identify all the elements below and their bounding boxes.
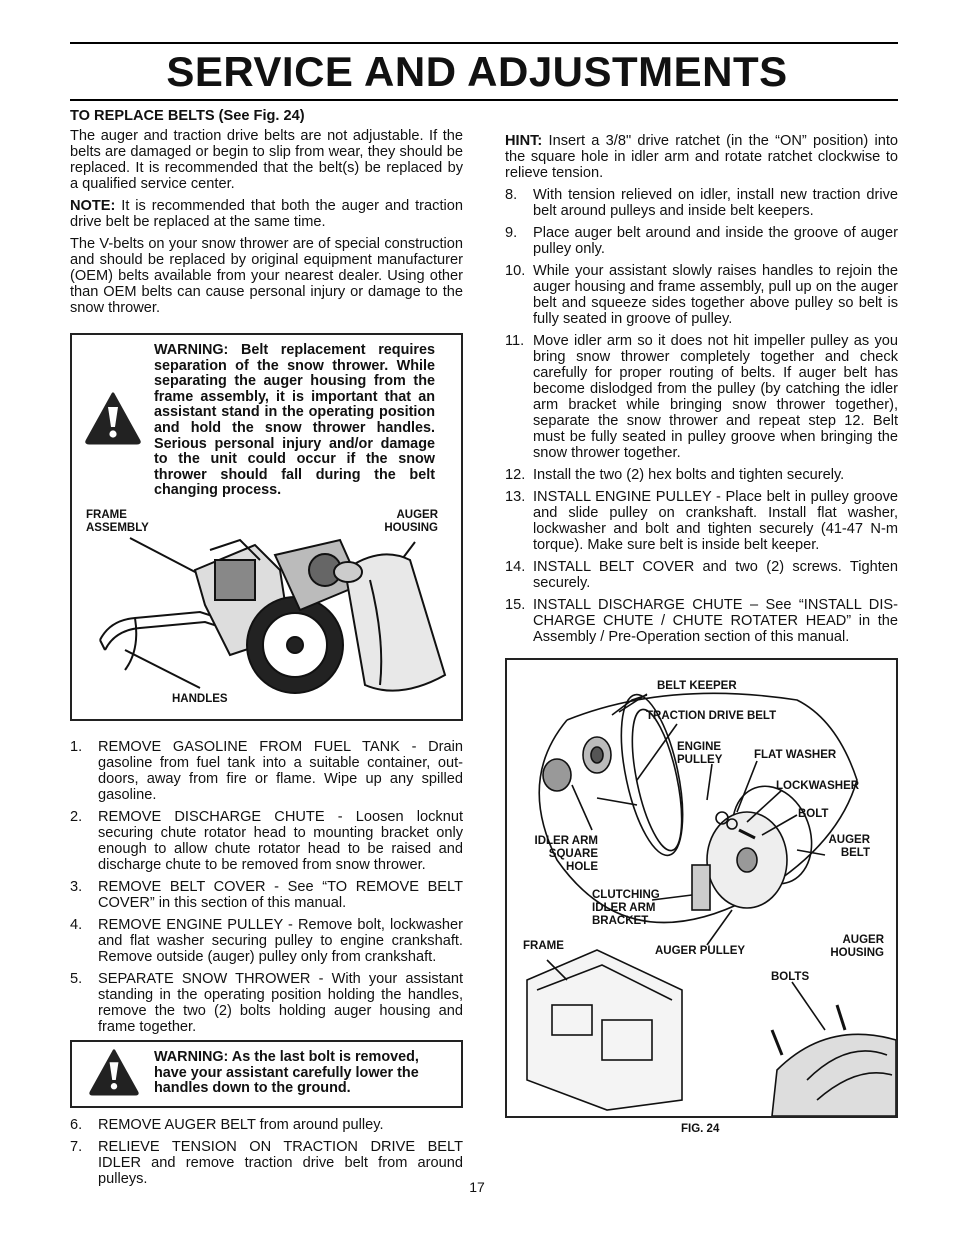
label-frame: FRAME	[523, 940, 564, 952]
title-rule	[70, 99, 898, 101]
hint-paragraph	[505, 133, 898, 181]
note-text: It is recommended that both the auger and traction drive belt be replaced at the same time.	[70, 198, 463, 230]
belt-routing-figure	[507, 660, 896, 1116]
label-handles: HANDLES	[172, 693, 228, 705]
steps-list-1	[70, 739, 463, 1041]
label-auger-belt: AUGER BELT	[828, 834, 870, 859]
list-item: 11. Move idler arm so it does not hit impeller pulley as you bring snow thrower completely together and check carefully for proper routing of belts. If auger belt has become dislodged from the pulley (by catching the idler arm bracket while bringing snow thrower together), separate the snow thrower and repeat step 12. Belt must be fully seated in pulley groove when bringing the snow thrower together.	[505, 333, 898, 461]
label-auger-housing: AUGER HOUSING	[384, 509, 438, 534]
list-item: 3. REMOVE BELT COVER - See “TO REMOVE BELT COVER” in this section of this manual.	[70, 879, 463, 911]
label-frame-assembly: FRAME ASSEMBLY	[86, 509, 149, 534]
warning-triangle-icon	[88, 1048, 140, 1096]
paragraph: The auger and traction drive belts are not adjustable. If the belts are damaged or begin to slip from wear, they should be replaced. It is recommended that the belt(s) be replaced by a qualified service center.	[70, 128, 463, 192]
label-auger-pulley: AUGER PULLEY	[655, 945, 746, 957]
list-item: 9. Place auger belt around and inside the groove of auger pulley only.	[505, 225, 898, 257]
section-heading: TO REPLACE BELTS (See Fig. 24)	[70, 108, 305, 124]
list-item: 15. INSTALL DISCHARGE CHUTE – See “INSTALL DIS-CHARGE CHUTE / CHUTE ROTATER HEAD” in the Assembly / Pre-Operation section of this manual.	[505, 597, 898, 645]
list-item: 2. REMOVE DISCHARGE CHUTE - Loosen locknut securing chute rotator head to mounting bracket only enough to allow chute rotator head to be raised and discharge chute to be removed from snow thrower.	[70, 809, 463, 873]
warning-triangle-icon	[84, 391, 142, 445]
label-bolts: BOLTS	[771, 971, 810, 983]
list-item: 8. With tension relieved on idler, install new traction drive belt around pulleys and inside belt keepers.	[505, 187, 898, 219]
label-flat-washer: FLAT WASHER	[754, 749, 837, 761]
separated-snowthrower-figure	[80, 500, 455, 710]
list-item: 5. SEPARATE SNOW THROWER - With your assistant standing in the operating position holding the handles, remove the two (2) bolts holding auger housing and frame together.	[70, 971, 463, 1035]
label-clutching-idler-arm-bracket: CLUTCHING IDLER ARM BRACKET	[592, 889, 660, 927]
hint-text: Insert a 3/8" drive ratchet (in the “ON” position) into the square hole in idler arm and rotate ratchet clockwise to relieve tension.	[505, 133, 898, 181]
page-number: 17	[469, 1179, 485, 1195]
label-traction-drive-belt: TRACTION DRIVE BELT	[646, 710, 777, 722]
hint-label: HINT:	[505, 133, 543, 149]
list-item: 7. RELIEVE TENSION ON TRACTION DRIVE BELT IDLER and remove traction drive belt from around pulleys.	[70, 1139, 463, 1187]
list-item: 6. REMOVE AUGER BELT from around pulley.	[70, 1117, 384, 1133]
label-bolt: BOLT	[798, 808, 829, 820]
list-item: 4. REMOVE ENGINE PULLEY - Remove bolt, lockwasher and flat washer securing pulley to engine crankshaft. Remove outside (auger) pulley only from crankshaft.	[70, 917, 463, 965]
list-item: 12. Install the two (2) hex bolts and tighten securely.	[505, 467, 845, 483]
label-lockwasher: LOCKWASHER	[776, 780, 860, 792]
list-item: 10. While your assistant slowly raises handles to rejoin the auger housing and frame assembly, pull up on the auger belt and squeeze sides together above pulley so belt is fully seated in groove of pulley.	[505, 263, 898, 327]
label-auger-housing: AUGER HOUSING	[830, 934, 884, 959]
list-item: 13. INSTALL ENGINE PULLEY - Place belt in pulley groove and slide pulley on crankshaft. Install flat washer, lockwasher and bolt and tighten securely (41-47 N-m torque). Make sure belt is inside belt keeper.	[505, 489, 898, 553]
page-title: SERVICE AND ADJUSTMENTS	[166, 48, 788, 95]
top-rule	[70, 42, 898, 44]
figure-caption: FIG. 24	[681, 1123, 720, 1135]
paragraph: The V-belts on your snow thrower are of special construction and should be replaced by original equipment manufacturer (OEM) belts available from your nearest dealer. Using other than OEM belts can cause personal injury or damage to the snow thrower.	[70, 236, 463, 316]
list-item: 14. INSTALL BELT COVER and two (2) screws. Tighten securely.	[505, 559, 898, 591]
note-paragraph	[70, 198, 463, 230]
list-item: 1. REMOVE GASOLINE FROM FUEL TANK - Drain gasoline from fuel tank into a suitable container, out-doors, away from fire or flame. Wipe up any spilled gasoline.	[70, 739, 463, 803]
warning-text: WARNING: Belt replacement requires separation of the snow thrower. While separating the auger housing from the frame assembly, it is important that an assistant stand in the operating position and hold the snow thrower handles. Serious personal injury and/or damage to the unit could occur if the snow thrower should fall during the belt changing process.	[154, 342, 435, 499]
note-label: NOTE:	[70, 198, 116, 214]
right-text	[505, 133, 898, 651]
warning-text-2: WARNING: As the last bolt is removed, have your assistant carefully lower the handles down to the ground.	[154, 1049, 419, 1097]
left-intro	[70, 108, 463, 322]
label-idler-arm-square-hole: IDLER ARM SQUARE HOLE	[534, 835, 598, 873]
label-engine-pulley: ENGINE PULLEY	[677, 741, 723, 766]
label-belt-keeper: BELT KEEPER	[657, 680, 737, 692]
